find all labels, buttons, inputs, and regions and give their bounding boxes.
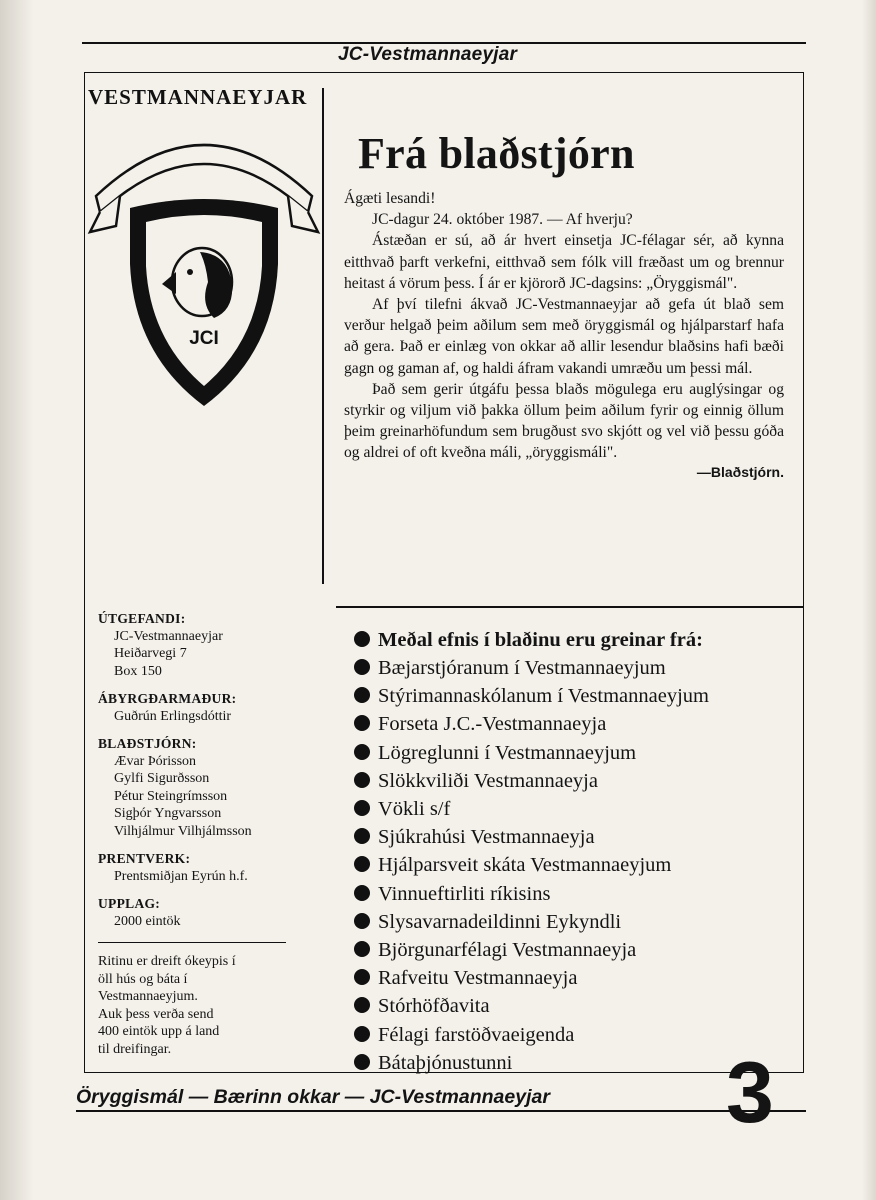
contents-item: [354, 880, 794, 908]
bullet-icon: [354, 941, 370, 957]
footer-rule: [76, 1110, 806, 1112]
bullet-icon: [354, 659, 370, 675]
bullet-icon: [354, 856, 370, 872]
bullet-icon: [354, 744, 370, 760]
bullet-icon: [354, 828, 370, 844]
bullet-icon: [354, 913, 370, 929]
contents-item-text: Björgunarfélagi Vestmannaeyja: [378, 939, 637, 962]
contents-item: [354, 739, 794, 767]
paper-shade-left: [0, 0, 34, 1200]
contents-item: [354, 767, 794, 795]
bullet-icon: [354, 885, 370, 901]
contents-item-text: Rafveitu Vestmannaeyja: [378, 967, 578, 990]
contents-item-text: Vökli s/f: [378, 798, 451, 821]
responsible-label: ÁBYRGÐARMAÐUR:: [98, 691, 237, 706]
jci-logo: [88, 85, 320, 410]
circulation-line: 2000 eintök: [114, 913, 181, 929]
article-paragraph: Það sem gerir útgáfu þessa blaðs mögulega eru auglýsingar og styrkir og viljum við þakka öllum þeim aðilum fyrir og einnig öllum þeim greinarhöfundum sem brugðust svo skjótt og vel við þessu góða og aldrei of oft kveðna máli, „öryggismáli".: [344, 380, 784, 462]
distribution-line: öll hús og báta í: [98, 971, 188, 987]
contents-list: [354, 626, 794, 1077]
bullet-icon: [354, 800, 370, 816]
editorial-line: Ævar Þórisson: [114, 753, 197, 769]
distribution-line: Ritinu er dreift ókeypis í: [98, 954, 236, 969]
publisher-line: JC-Vestmannaeyjar: [114, 628, 223, 644]
editorial-line: Sigþór Yngvarsson: [114, 806, 222, 821]
article-paragraph: Ágæti lesandi!: [344, 190, 436, 207]
contents-item-text: Vinnueftirliti ríkisins: [378, 882, 551, 905]
contents-item-text: Hjálparsveit skáta Vestmannaeyjum: [378, 854, 672, 877]
contents-item-text: Stórhöfðavita: [378, 995, 490, 1018]
contents-item: [354, 654, 794, 682]
contents-item-text: Félagi farstöðvaeigenda: [378, 1023, 575, 1046]
paper-shade-right: [862, 0, 876, 1200]
footer-title: Öryggismál — Bærinn okkar — JC-Vestmannaeyjar: [76, 1086, 550, 1108]
contents-item-text: Bæjarstjóranum í Vestmannaeyjum: [378, 657, 666, 679]
contents-item-text: Forseta J.C.-Vestmannaeyja: [378, 713, 607, 736]
article-body: [344, 188, 784, 483]
distribution-note: [98, 942, 286, 1058]
article-title: Frá blaðstjórn: [358, 129, 635, 178]
contents-item: [354, 710, 794, 738]
contents-item-text: Slysavarnadeildinni Eykyndli: [378, 910, 622, 933]
article-paragraph: Ástæðan er sú, að ár hvert einsetja JC-félagar sér, að kynna eitthvað þarft verkefni, eitthvað sem fólk vill fræðast um og brennur heitast á vörum þess. Í ár er kjörorð JC-dagsins: „Öryggismál".: [344, 232, 784, 292]
contents-item: [354, 936, 794, 964]
bullet-icon: [354, 631, 370, 647]
bullet-icon: [354, 969, 370, 985]
header-title: JC-Vestmannaeyjar: [338, 44, 518, 65]
page-number: 3: [726, 1045, 774, 1141]
bullet-icon: [354, 997, 370, 1013]
article-signature: —Blaðstjórn.: [696, 463, 784, 480]
distribution-line: Auk þess verða send: [98, 1006, 214, 1022]
editorial-line: Gylfi Sigurðsson: [114, 771, 210, 786]
contents-item: [354, 992, 794, 1020]
section-divider: [336, 606, 804, 608]
publisher-line: Box 150: [114, 663, 162, 679]
logo-shield-text: JCI: [189, 328, 219, 349]
printer-line: Prentsmiðjan Eyrún h.f.: [114, 868, 248, 884]
contents-item-text: Lögreglunni í Vestmannaeyjum: [378, 741, 637, 764]
contents-item-text: Slökkviliði Vestmannaeyja: [378, 769, 598, 792]
contents-items: [354, 654, 794, 1077]
bullet-icon: [354, 1054, 370, 1070]
printer-label: PRENTVERK:: [98, 851, 191, 866]
contents-heading-text: Meðal efnis í blaðinu eru greinar frá:: [378, 629, 703, 651]
bullet-icon: [354, 715, 370, 731]
contents-item-text: Stýrimannaskólanum í Vestmannaeyjum: [378, 685, 709, 708]
article-paragraph: JC-dagur 24. október 1987. — Af hverju?: [372, 211, 633, 229]
contents-item: [354, 908, 794, 936]
article-paragraph: Af því tilefni ákvað JC-Vestmannaeyjar að gefa út blað sem verður helgað þeim aðilum sem með öryggismál og hjálparstarf hafa að gera. Það er einlæg von okkar að allir lesendur blaðsins hafi bæði gagn og gaman af, og haldi áfram vakandi umræðu um þessi mál.: [344, 296, 784, 377]
contents-item: [354, 851, 794, 879]
editorial-line: Pétur Steingrímsson: [114, 788, 228, 804]
imprint-column: [98, 610, 278, 1058]
contents-item: [354, 823, 794, 851]
distribution-line: 400 eintök upp á land: [98, 1024, 220, 1039]
contents-item: [354, 795, 794, 823]
bullet-icon: [354, 772, 370, 788]
editorial-line: Vilhjálmur Vilhjálmsson: [114, 823, 252, 839]
responsible-line: Guðrún Erlingsdóttir: [114, 708, 232, 724]
contents-item-text: Sjúkrahúsi Vestmannaeyja: [378, 826, 595, 849]
column-divider: [322, 88, 324, 584]
distribution-line: Vestmannaeyjum.: [98, 989, 198, 1004]
contents-item: [354, 964, 794, 992]
logo-banner-text: VESTMANNAEYJAR: [88, 85, 308, 109]
contents-heading: [354, 626, 794, 654]
bullet-icon: [354, 1026, 370, 1042]
circulation-label: UPPLAG:: [98, 896, 161, 911]
publisher-line: Heiðarvegi 7: [114, 646, 187, 661]
editorial-label: BLAÐSTJÓRN:: [98, 736, 197, 751]
publisher-label: ÚTGEFANDI:: [98, 611, 186, 626]
distribution-line: til dreifingar.: [98, 1041, 172, 1057]
contents-item-text: Bátaþjónustunni: [378, 1051, 513, 1074]
contents-item: [354, 682, 794, 710]
bullet-icon: [354, 687, 370, 703]
